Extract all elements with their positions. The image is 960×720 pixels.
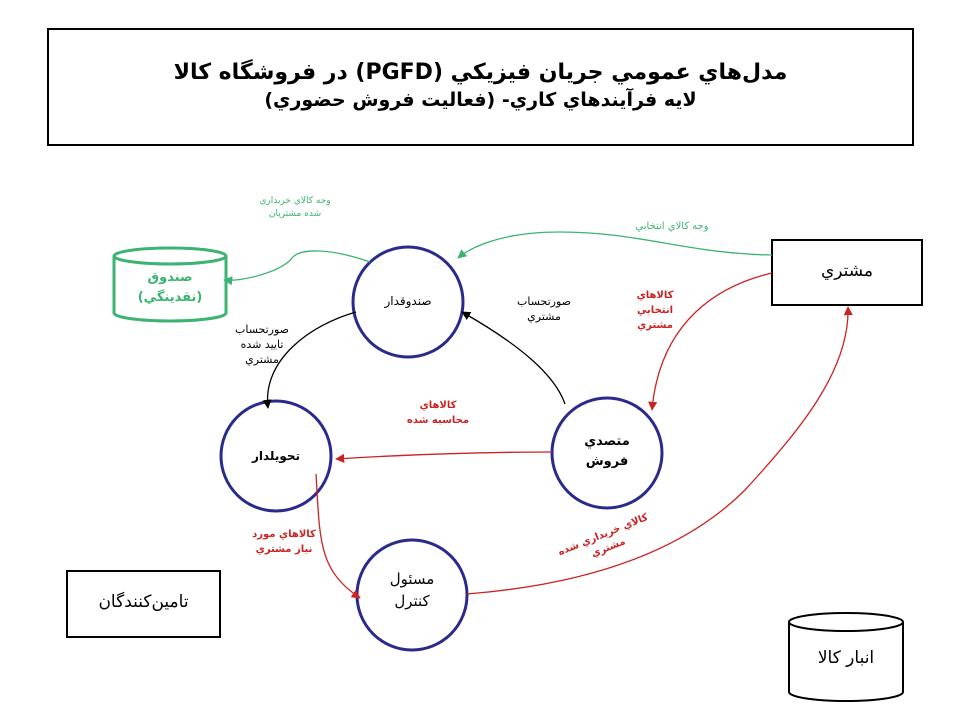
flow-label-invoice: صورتحساب مشتري <box>516 295 572 323</box>
suppliers-label: تامين‌كنندگان <box>98 592 189 612</box>
flow-customer-to-cashier <box>458 232 772 258</box>
delivery-label: تحويلدار <box>251 449 301 463</box>
flow-label-calculated-goods: كالاهاي محاسبه شده <box>406 400 470 426</box>
flow-needed-goods <box>316 474 360 598</box>
diagram-title: مدل‌هاي عمومي جريان فيزيكي (PGFD) در فروشگاه كالا <box>173 60 788 85</box>
flow-label-cash-of-goods: وجه كالاي خريداري شده مشتريان <box>259 196 331 219</box>
flow-label-cash-selected: وجه كالاي انتخابي <box>635 221 709 232</box>
flow-cash-to-store <box>224 251 370 280</box>
customer-label: مشتري <box>820 261 874 281</box>
sales-clerk-label: متصدي فروش <box>584 434 630 469</box>
flow-label-selected-goods: كالاهاي انتخابي مشتري <box>636 290 674 331</box>
flow-label-needed-goods: كالاهاي مورد نياز مشتري <box>252 529 316 555</box>
flow-calculated-goods <box>336 452 552 459</box>
cash-store-label: صندوق (نقدينگي) <box>137 270 203 305</box>
warehouse-label: انبار كالا <box>817 648 875 668</box>
flow-label-approved-invoice: صورتحساب تاييد شده مشتري <box>234 323 290 366</box>
diagram-subtitle: لايه فرآيندهاي كاري- (فعاليت فروش حضوري) <box>264 89 697 111</box>
control-label: مسئول كنترل <box>389 570 435 610</box>
flow-label-purchased-goods: كالاي خريداري شده مشتري <box>556 511 650 560</box>
flow-invoice <box>462 312 565 404</box>
cashier-label: صندوقدار <box>384 294 432 308</box>
